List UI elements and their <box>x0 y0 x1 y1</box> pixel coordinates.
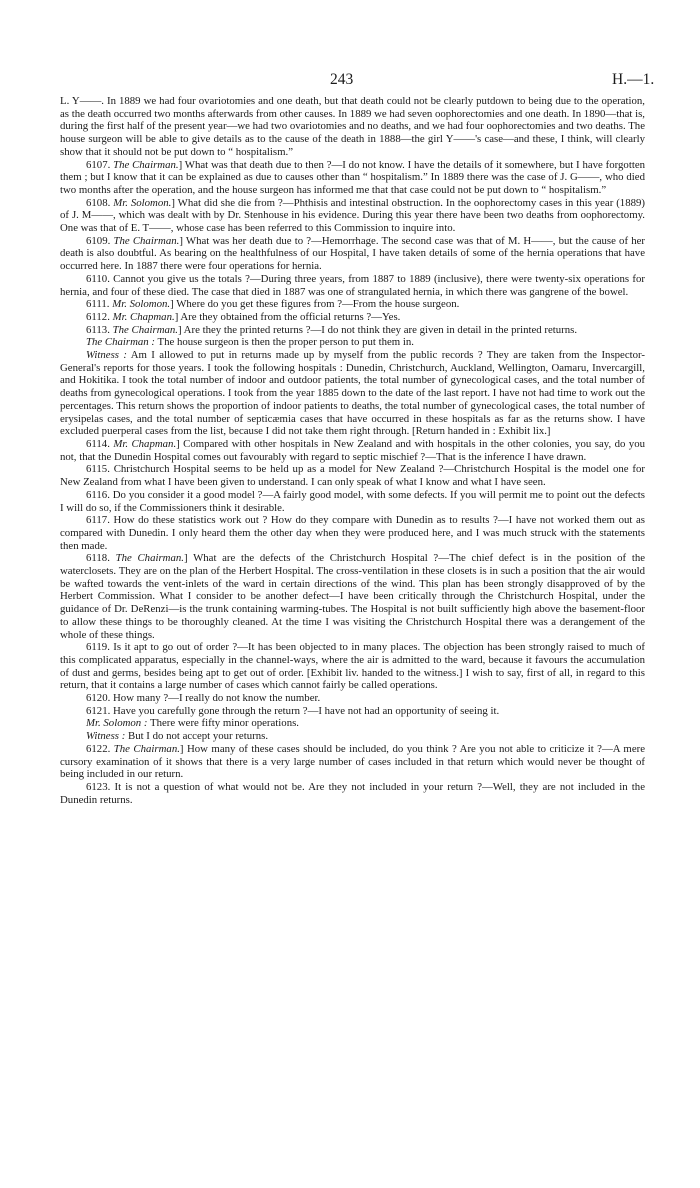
paragraph <box>60 692 645 705</box>
paragraph-text: 6107. <box>86 158 114 171</box>
paragraph <box>60 717 645 730</box>
paragraph-text: ] What was that death due to then ?—I do not know. I have the details of it somewhere, but I have forgotten them ; but I know that it can be explained as due to causes other than “ hospitalism.” In 1889 there was the case of J. G——, who died two months after the operation, and the house surgeon has informed me that that case could not be put down to “ hospitalism.” <box>60 158 646 196</box>
paragraph <box>60 197 645 235</box>
speaker-label: Mr. Solomon. <box>112 298 171 311</box>
paragraph-text: 6109. <box>86 234 114 247</box>
paragraph-text: ] What did she die from ?—Phthisis and intestinal obstruction. In the oophorectomy cases in this year (1889) of J. M——, which was dealt with by Dr. Stenhouse in his evidence. During this year there have been two deaths from oophorectomy. One was that of E. T——, whose case has been referred to this Commission to inquire into. <box>60 196 645 235</box>
paragraph <box>60 159 645 197</box>
paragraph-text: ] Are they obtained from the official returns ?—Yes. <box>174 310 401 323</box>
paragraph-text: 6121. Have you carefully gone through the return ?—I have not had an opportunity of seeing it. <box>86 704 500 717</box>
speaker-label: Mr. Chapman. <box>113 437 177 450</box>
paragraph <box>60 705 645 718</box>
paragraph <box>60 743 645 781</box>
speaker-label: Mr. Solomon : <box>86 717 148 730</box>
speaker-label: The Chairman. <box>113 158 179 171</box>
paragraph-text: But I do not accept your returns. <box>125 730 269 743</box>
paragraph-text: 6118. <box>86 552 116 565</box>
paragraph-text: 6108. <box>86 196 114 209</box>
paragraph-text: ] Are they the printed returns ?—I do not think they are given in detail in the printed returns. <box>177 323 578 336</box>
paragraph <box>60 730 645 743</box>
speaker-label: Witness : <box>86 730 126 743</box>
paragraph-text: ] What are the defects of the Christchurch Hospital ?—The chief defect is in the position of the waterclosets. They are on the plan of the Herbert Hospital. The cross-ventilation in these closets is in such a position that the air would be wafted towards the vent-inlets of the ward in certain directions of the wind. This plan has been strongly disapproved of by the Herbert Commission. What I consider to be another defect—I have been critically through the Christchurch Hospital, under the guidance of Dr. DeRenzi—is the trunk containing warming-tubes. The Hospital is not built sufficiently high above the basement-floor to allow these things to be thoroughly cleaned. At the time I was visiting the Christchurch Hospital there was a derangement of the whole of these things. <box>60 552 646 641</box>
paragraph-text: 6122. <box>86 742 114 755</box>
speaker-label: Mr. Chapman. <box>112 310 175 323</box>
paragraph-text: ] How many of these cases should be included, do you think ? Are you not able to criticize it ?—A mere cursory examination of it shows that there is a very large number of cases included in that return which would never be thought of being included in our return. <box>60 742 646 781</box>
document-code: H.—1. <box>612 71 655 88</box>
paragraph-text: ] What was her death due to ?—Hemorrhage. The second case was that of M. H——, but the cause of her death is also doubtful. As bearing on the healthfulness of our Hospital, I have taken details of some of the hernia operations that have occurred here. In 1887 there were four operations for hernia. <box>60 234 646 273</box>
body-text <box>60 95 645 806</box>
paragraph <box>60 235 645 273</box>
paragraph-text: 6112. <box>86 310 113 323</box>
speaker-label: Mr. Solomon. <box>113 196 172 209</box>
paragraph <box>60 463 645 488</box>
paragraph-text: ] Compared with other hospitals in New Zealand and with hospitals in the other colonies, you say, do you not, that the Dunedin Hospital comes out favourably with regard to septic mischief ?—That is the inference I have drawn. <box>60 437 646 463</box>
speaker-label: The Chairman. <box>113 234 180 247</box>
paragraph <box>60 311 645 324</box>
speaker-label: Witness : <box>86 349 127 362</box>
paragraph-text: 6116. Do you consider it a good model ?—A fairly good model, with some defects. If you will permit me to point out the defects I will do so, if the Commissioners think it desirable. <box>60 488 645 514</box>
paragraph-text: 6120. How many ?—I really do not know the number. <box>86 692 321 705</box>
paragraph-text: 6114. <box>86 437 114 450</box>
paragraph <box>60 438 645 463</box>
paragraph-text: 6115. Christchurch Hospital seems to be held up as a model for New Zealand ?—Christchurch Hospital is the model one for New Zealand from what I have been given to understand. I can only speak of what I know and what I have seen. <box>60 463 645 489</box>
paragraph-text: 6113. <box>86 323 113 336</box>
paragraph-text: ] Where do you get these figures from ?—From the house surgeon. <box>170 298 460 311</box>
paragraph-text: Am I allowed to put in returns made up by myself from the public records ? They are taken from the Inspector-General's reports for those years. I took the following hospitals : Dunedin, Christchurch, Auckland, Wellington, Oamaru, Invercargill, and Hokitika. I took the total number of indoor and outdoor patients, the total number of gynecological cases, and the total number of deaths from gynecological operations. I took from the year 1885 down to the date of the last report. I have not had time to work out the percentages. This return shows the proportion of indoor patients to deaths, the total number of gynecological cases, the total number of erysipelas cases, and the total number of septicæmia cases that have occurred in these hospitals as far as the returns show. I have excluded puerperal cases from the list, because I did not take them right through. [Return handed in : Exhibit lix.] <box>60 349 646 438</box>
paragraph <box>60 273 645 298</box>
paragraph <box>60 489 645 514</box>
paragraph <box>60 552 645 641</box>
speaker-label: The Chairman : <box>86 336 155 349</box>
paragraph <box>60 298 645 311</box>
paragraph-text: 6117. How do these statistics work out ? How do they compare with Dunedin as to results ?—I have not worked them out as compared with Dunedin. I only heard them the other day when they were produced here, and I was much struck with the statements then made. <box>60 514 645 552</box>
paragraph-text: The house surgeon is then the proper person to put them in. <box>154 336 414 349</box>
paragraph-text: There were fifty minor operations. <box>147 717 299 730</box>
paragraph <box>60 781 645 806</box>
speaker-label: The Chairman. <box>115 552 184 565</box>
paragraph-text: 6119. Is it apt to go out of order ?—It has been objected to in many places. The objection has been strongly raised to much of this complicated apparatus, especially in the channel-ways, where the air is admitted to the ward, because it favours the accumulation of dust and germs, besides being apt to get out of order. [Exhibit liv. handed to the witness.] I wish to say, first of all, in regard to this return, that it contains a large number of cases which cannot fairly be called operations. <box>60 641 645 692</box>
paragraph <box>60 336 645 349</box>
speaker-label: The Chairman. <box>112 323 178 336</box>
page-number: 243 <box>330 71 354 88</box>
paragraph <box>60 641 645 692</box>
speaker-label: The Chairman. <box>113 742 180 755</box>
paragraph <box>60 324 645 337</box>
paragraph-text: L. Y——. In 1889 we had four ovariotomies and one death, but that death could not be clearly putdown to being due to the operation, as the death occurred two months afterwards from other causes. In 1889 we had seven oophorectomies and one death. In 1890—that is, during the first half of the present year—we had two ovariotomies and no deaths, and we had four oophorectomies and two deaths. The house surgeon will be able to give details as to the cause of the death in 1888—the girl Y——'s case—and these, I think, will clearly show that it should not be put down to “ hospitalism.” <box>60 95 645 158</box>
paragraph-text: 6110. Cannot you give us the totals ?—During three years, from 1887 to 1889 (inclusive), there were twenty-six operations for hernia, and four of these died. The case that died in 1887 was one of strangulated hernia, in which there was gangrene of the bowel. <box>60 272 645 298</box>
paragraph <box>60 349 645 438</box>
paragraph <box>60 95 645 159</box>
paragraph-text: 6111. <box>86 298 113 311</box>
paragraph <box>60 514 645 552</box>
paragraph-text: 6123. It is not a question of what would not be. Are they not included in your return ?—Well, they are not included in the Dunedin returns. <box>60 780 645 806</box>
